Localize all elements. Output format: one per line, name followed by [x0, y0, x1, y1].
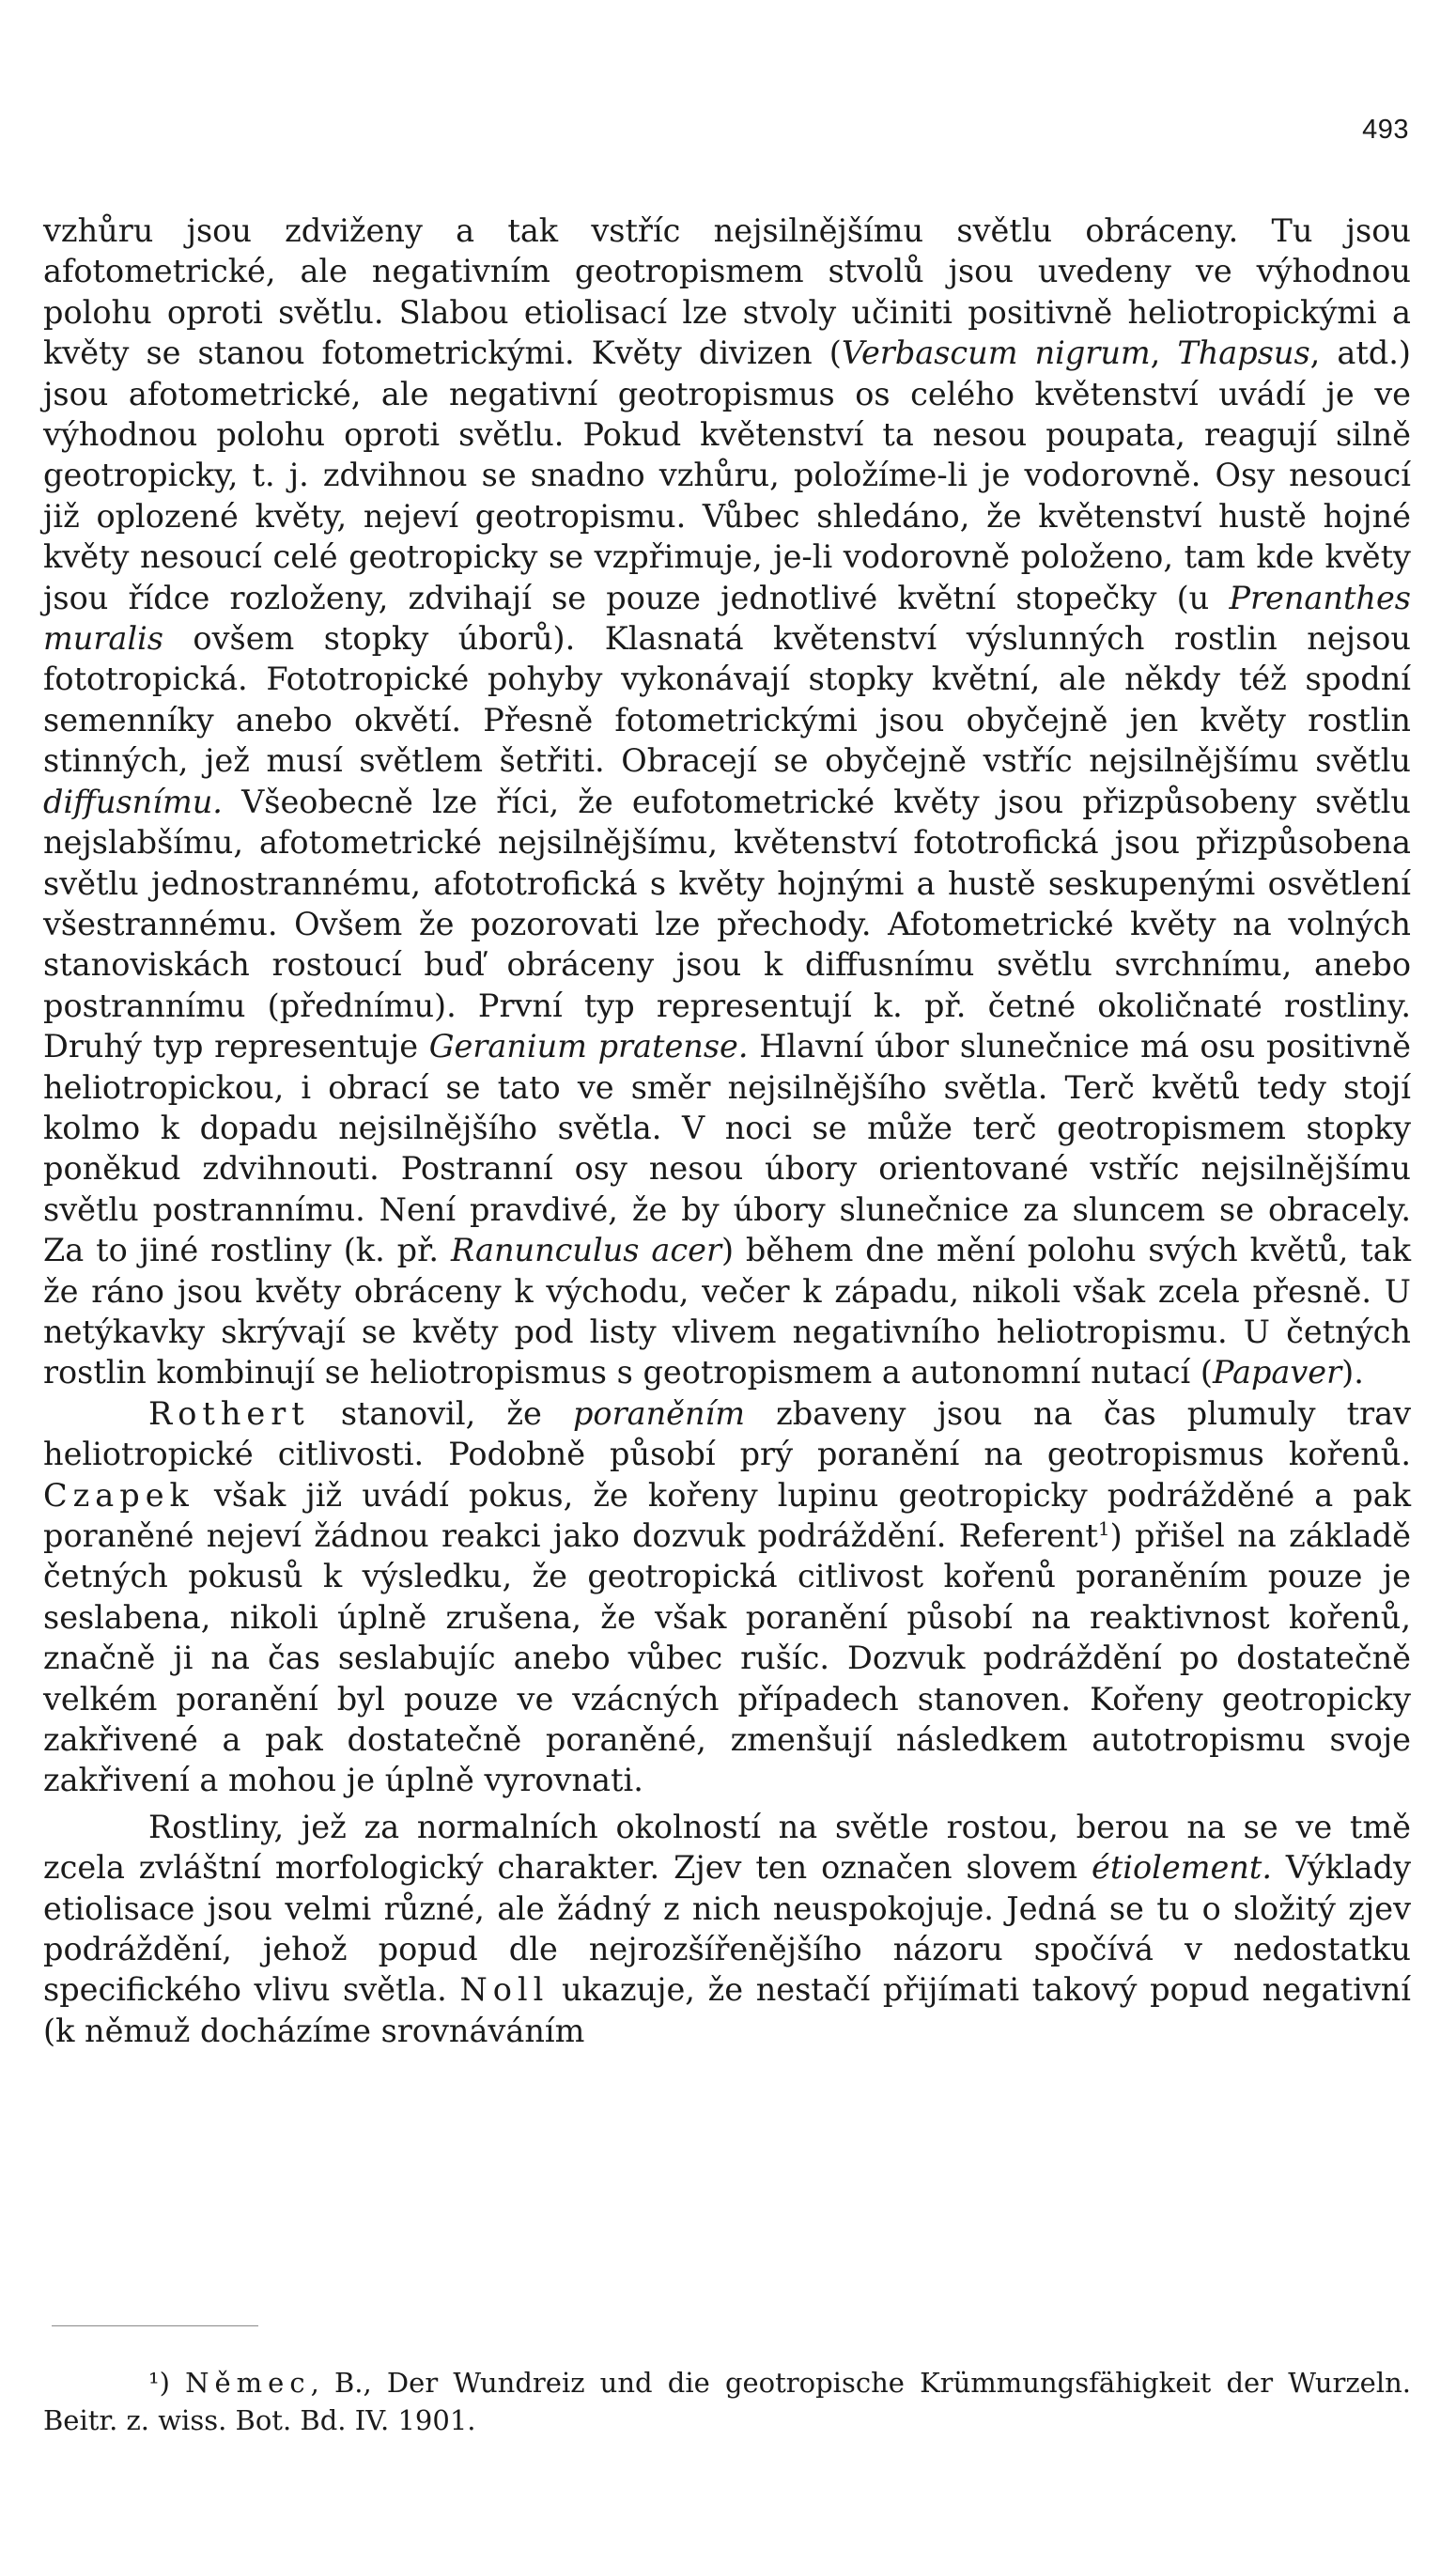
italic-term: étiolement.: [1092, 1849, 1272, 1887]
italic-term: Papaver: [1212, 1354, 1342, 1391]
italic-term: diffusnímu.: [43, 783, 223, 820]
italic-term: Verbascum nigrum: [841, 334, 1151, 372]
italic-term: poraněním: [572, 1394, 746, 1432]
footnote-divider: [52, 2325, 258, 2326]
author-name: Noll: [459, 1971, 550, 2009]
italic-term: Thapsus: [1177, 334, 1310, 372]
footnote-marker: ¹): [148, 2367, 170, 2399]
author-name: Němec: [185, 2367, 311, 2399]
footnote-ref: 1: [1097, 1516, 1110, 1540]
paragraph: Rothert stanovil, že poraněním zbaveny jsou na čas plumuly trav heliotropické citlivosti. Podobně působí prý poranění na geotropismus kořenů. Czapek však již uvádí pokus, že kořeny lupinu geotropicky podrážděné a pak poraněné nejeví žádnou reakci jako dozvuk podráždění. Referent$^1$) přišel na základě četných pokusů k výsledku, že geotropická citlivost kořenů poraněním pouze je seslabena, nikoli úplně zrušena, že však poranění působí na reaktivnost kořenů, značně ji na čas seslabujíc anebo vůbec rušíc. Dozvuk podráždění po dostatečně velkém poranění byl pouze ve vzácných případech stanoven. Kořeny geotropicky zakřivené a pak dostatečně poraněné, zmenšují následkem autotropismu svoje zakřivení a mohou je úplně vyrovnati.: [43, 1394, 1411, 1799]
italic-term: Ranunculus acer: [450, 1232, 721, 1269]
body-text: [43, 210, 1411, 2051]
author-name: Czapek: [43, 1476, 194, 1514]
page-number: 493: [1362, 115, 1409, 145]
footnote: ¹) Němec, B., Der Wundreiz und die geotropische Krümmungsfähigkeit der Wurzeln. Beitr. z. wiss. Bot. Bd. IV. 1901.: [43, 2367, 1412, 2436]
paragraph: vzhůru jsou zdviženy a tak vstříc nejsilnějšímu světlu obráceny. Tu jsou afotometrické, ale negativním geotropismem stvolů jsou uvedeny ve výhodnou polohu oproti světlu. Slabou etiolisací lze stvoly učiniti positivně heliotropickými a květy se stanou fotometrickými. Květy divizen (Verbascum nigrum, Thapsus, atd.) jsou afotometrické, ale negativní geotropismus os celého květenství uvádí je ve výhodnou polohu oproti světlu. Pokud květenství ta nesou poupata, reagují silně geotropicky, t. j. zdvihnou se snadno vzhůru, položíme-li je vodorovně. Osy nesoucí již oplozené květy, nejeví geotropismu. Vůbec shledáno, že květenství hustě hojné květy nesoucí celé geotropicky se vzpřimuje, je-li vodorovně položeno, tam kde květy jsou řídce rozloženy, zdvihají se pouze jednotlivé květní stopečky (u Prenanthes muralis ovšem stopky úborů). Klasnatá květenství výslunných rostlin nejsou fototropická. Fototropické pohyby vykonávají stopky květní, ale někdy též spodní semenníky anebo okvětí. Přesně fotometrickými jsou obyčejně jen květy rostlin stinných, jež musí světlem šetřiti. Obracejí se obyčejně vstříc nejsilnějšímu světlu diffusnímu. Všeobecně lze říci, že eufotometrické květy jsou přizpůsobeny světlu nejslabšímu, afotometrické nejsilnějšímu, květenství fototrofická jsou přizpůsobena světlu jednostrannému, afototrofická s květy hojnými a hustě seskupenými osvětlení všestrannému. Ovšem že pozorovati lze přechody. Afotometrické květy na volných stanoviskách rostoucí buď obráceny jsou k diffusnímu světlu svrchnímu, anebo postrannímu (přednímu). První typ representují k. př. četné okoličnaté rostliny. Druhý typ representuje Geranium pratense. Hlavní úbor slunečnice má osu positivně heliotropickou, i obrací se tato ve směr nejsilnějšího světla. Terč květů tedy stojí kolmo k dopadu nejsilnějšího světla. V noci se může terč geotropismem stopky poněkud zdvihnouti. Postranní osy nesou úbory orientované vstříc nejsilnějšímu světlu postrannímu. Není pravdivé, že by úbory slunečnice za sluncem se obracely. Za to jiné rostliny (k. př. Ranunculus acer) během dne mění polohu svých květů, tak že ráno jsou květy obráceny k východu, večer k západu, nikoli však zcela přesně. U netýkavky skrývají se květy pod listy vlivem negativního heliotropismu. U četných rostlin kombinují se heliotropismus s geotropismem a autonomní nutací (Papaver).: [43, 212, 1412, 1391]
author-name: Rothert: [148, 1394, 310, 1432]
italic-term: Geranium pratense.: [428, 1028, 749, 1065]
italic-term: Prenanthes muralis: [43, 579, 1411, 658]
paragraph: Rostliny, jež za normalních okolností na světle rostou, berou na se ve tmě zcela zvláštní morfologický charakter. Zjev ten označen slovem étiolement. Výklady etiolisace jsou velmi různé, ale žádný z nich neuspokojuje. Jedná se tu o složitý zjev podráždění, jehož popud dle nejrozšířenějšího názoru spočívá v nedostatku specifického vlivu světla. Noll ukazuje, že nestačí přijímati takový popud negativní (k němuž docházíme srovnáváním: [43, 1808, 1411, 2049]
